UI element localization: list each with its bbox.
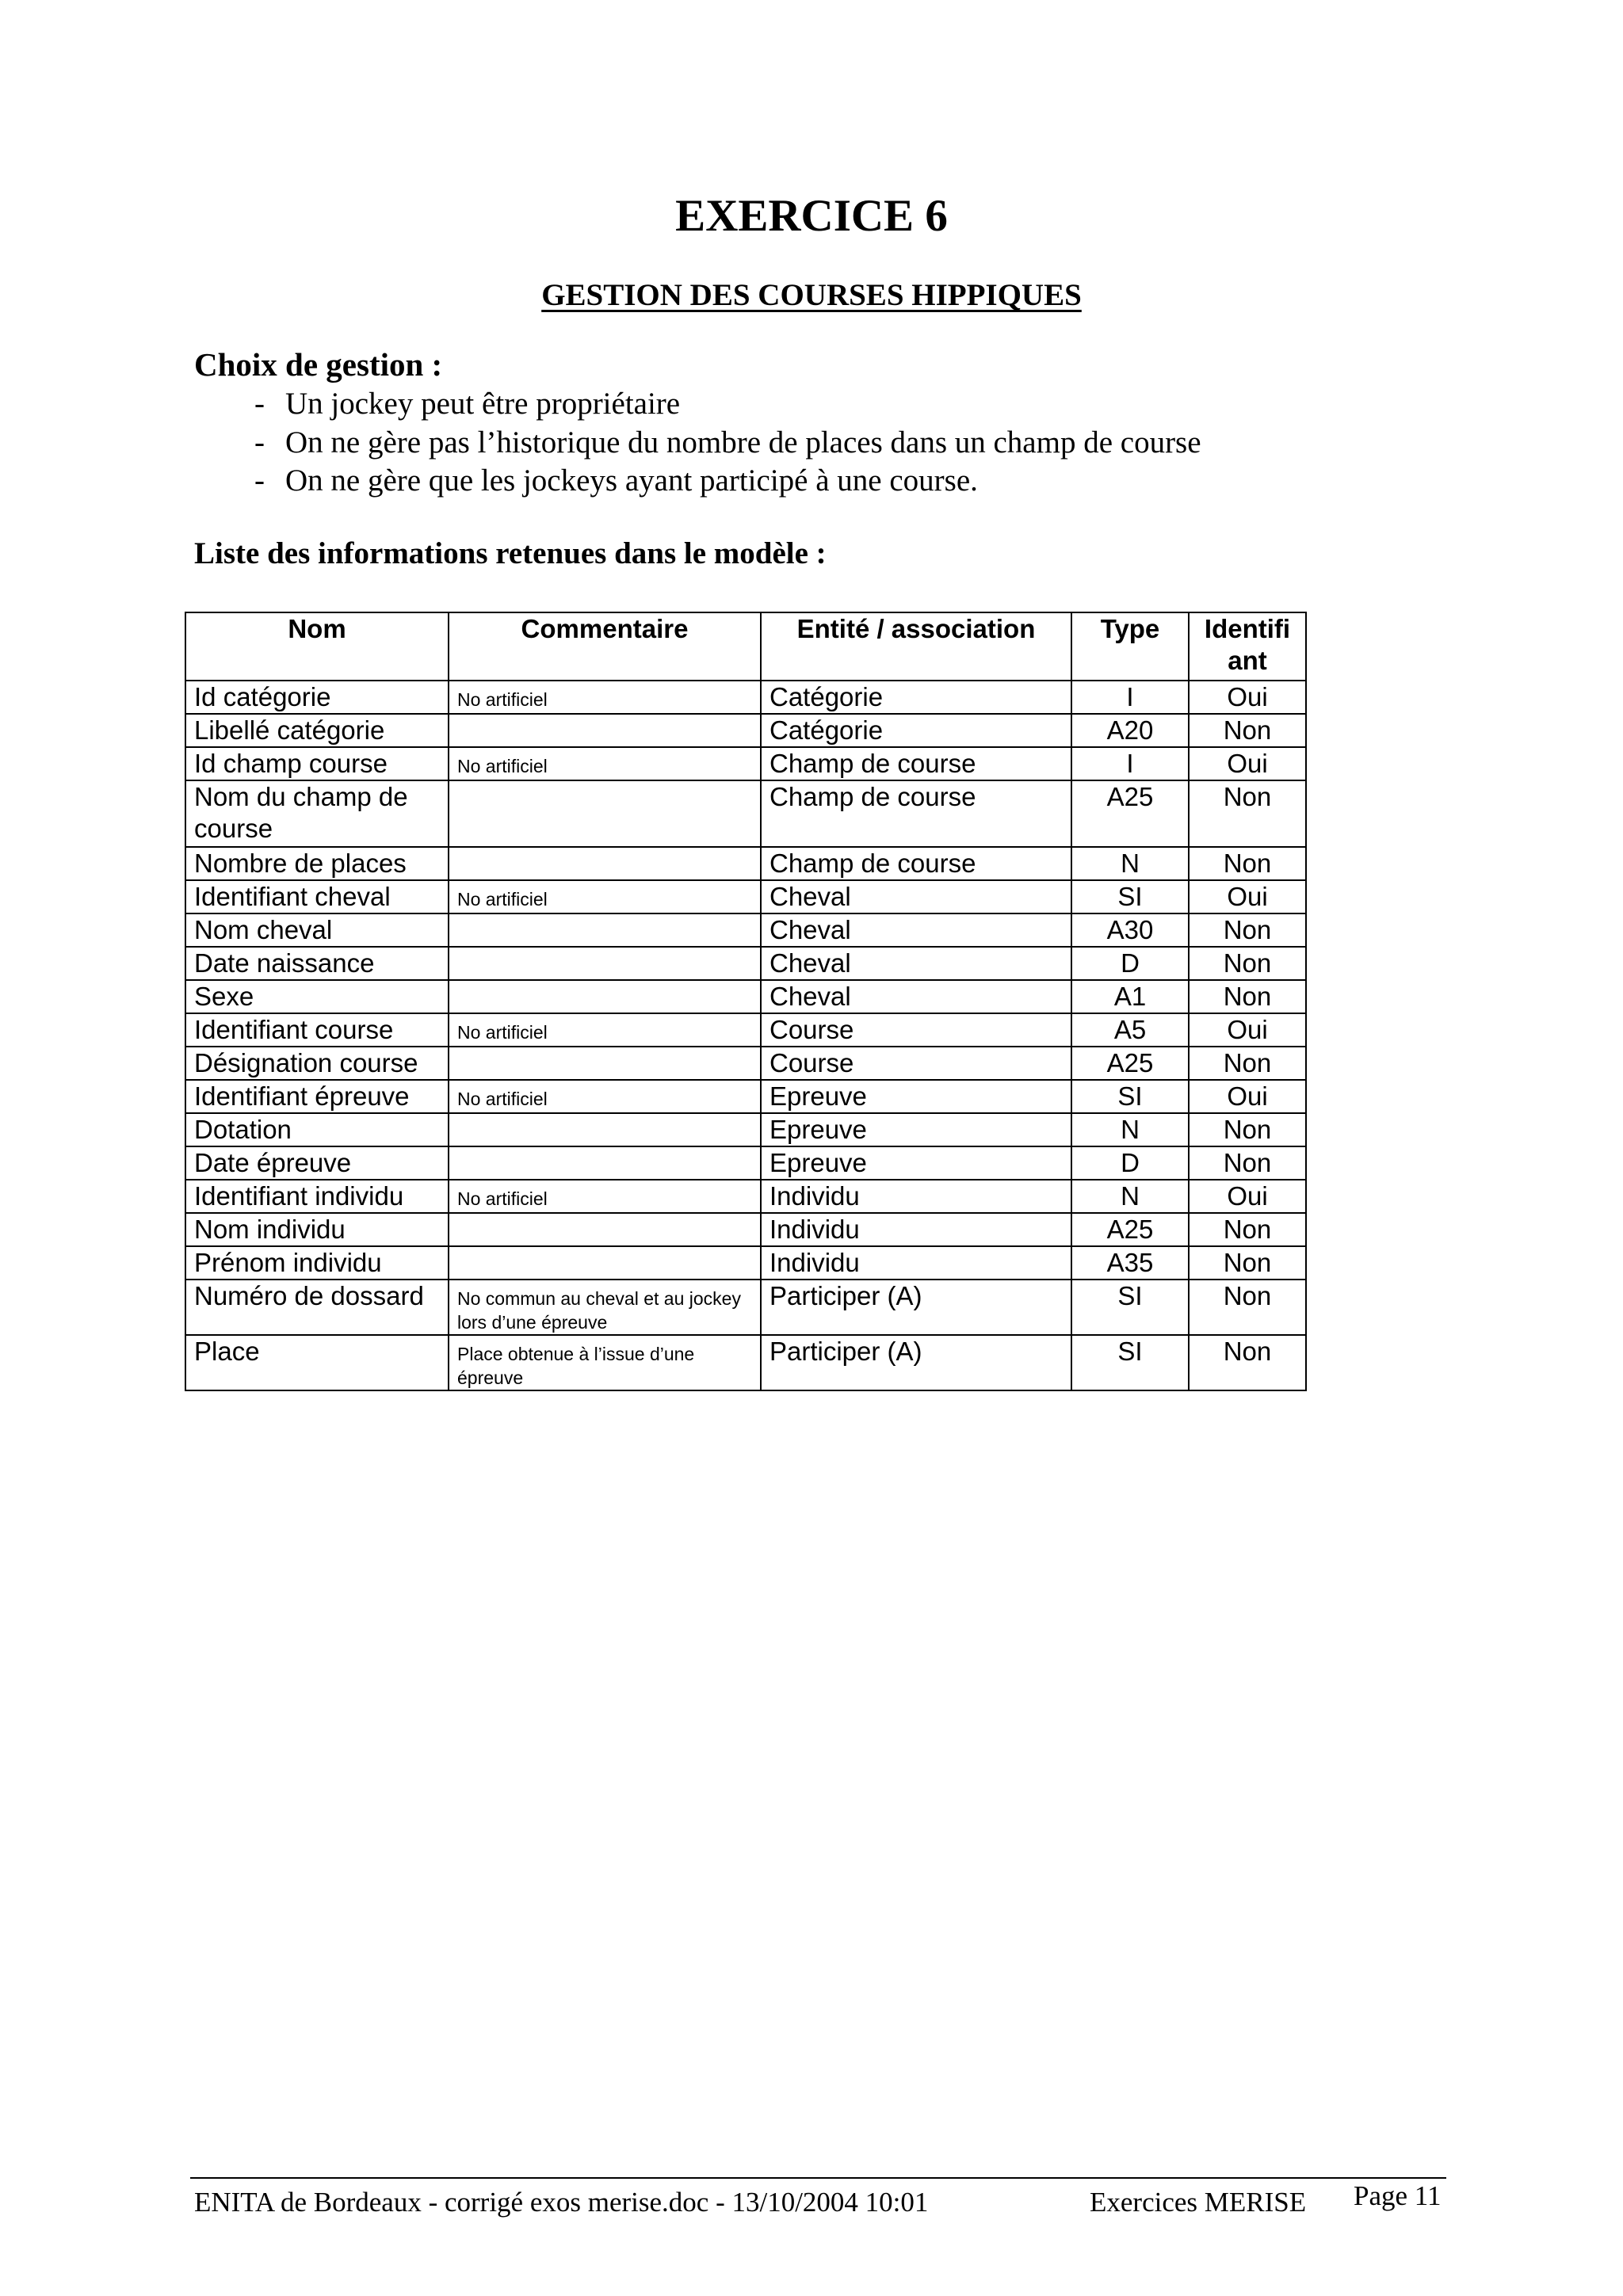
cell-commentaire bbox=[449, 1146, 761, 1180]
cell-identifiant: Oui bbox=[1189, 880, 1306, 913]
choix-item bbox=[194, 462, 1201, 501]
cell-entite: Epreuve bbox=[761, 1080, 1071, 1113]
cell-identifiant: Non bbox=[1189, 714, 1306, 747]
cell-entite: Champ de course bbox=[761, 847, 1071, 880]
cell-entite: Cheval bbox=[761, 947, 1071, 980]
footer-document-info: ENITA de Bordeaux - corrigé exos merise.doc - 13/10/2004 10:01 bbox=[194, 2187, 929, 2218]
cell-type: A5 bbox=[1071, 1013, 1189, 1047]
cell-type: A25 bbox=[1071, 1213, 1189, 1246]
footer-page-number: Page 11 bbox=[1354, 2180, 1442, 2211]
cell-nom: Place bbox=[185, 1335, 449, 1390]
cell-nom: Id catégorie bbox=[185, 681, 449, 714]
cell-entite: Champ de course bbox=[761, 780, 1071, 847]
cell-commentaire bbox=[449, 714, 761, 747]
cell-identifiant: Non bbox=[1189, 1280, 1306, 1335]
cell-identifiant: Non bbox=[1189, 1335, 1306, 1390]
cell-nom: Id champ course bbox=[185, 747, 449, 780]
cell-type: D bbox=[1071, 947, 1189, 980]
cell-type: SI bbox=[1071, 1080, 1189, 1113]
cell-nom: Nom individu bbox=[185, 1213, 449, 1246]
cell-type: N bbox=[1071, 1180, 1189, 1213]
cell-identifiant: Non bbox=[1189, 913, 1306, 947]
cell-identifiant: Non bbox=[1189, 1113, 1306, 1146]
cell-commentaire: No artificiel bbox=[449, 1013, 761, 1047]
cell-commentaire bbox=[449, 913, 761, 947]
cell-nom: Date épreuve bbox=[185, 1146, 449, 1180]
cell-entite: Individu bbox=[761, 1180, 1071, 1213]
cell-commentaire: Place obtenue à l’issue d’une épreuve bbox=[449, 1335, 761, 1390]
cell-entite: Catégorie bbox=[761, 681, 1071, 714]
table-row bbox=[185, 1113, 1306, 1146]
cell-nom: Prénom individu bbox=[185, 1246, 449, 1280]
table-row bbox=[185, 1047, 1306, 1080]
cell-identifiant: Non bbox=[1189, 980, 1306, 1013]
cell-type: A35 bbox=[1071, 1246, 1189, 1280]
table-header-row bbox=[185, 612, 1306, 681]
cell-type: A25 bbox=[1071, 780, 1189, 847]
cell-nom: Date naissance bbox=[185, 947, 449, 980]
cell-identifiant: Non bbox=[1189, 1213, 1306, 1246]
table-body bbox=[185, 681, 1306, 1390]
cell-commentaire bbox=[449, 1113, 761, 1146]
page-subtitle bbox=[0, 277, 1623, 313]
table-row bbox=[185, 1246, 1306, 1280]
cell-identifiant: Oui bbox=[1189, 1080, 1306, 1113]
table-row bbox=[185, 1080, 1306, 1113]
table-row bbox=[185, 747, 1306, 780]
choix-item bbox=[194, 385, 1201, 424]
cell-entite: Cheval bbox=[761, 880, 1071, 913]
cell-entite: Participer (A) bbox=[761, 1335, 1071, 1390]
table-row bbox=[185, 947, 1306, 980]
footer-section: Exercices MERISE bbox=[1090, 2187, 1307, 2218]
cell-type: I bbox=[1071, 747, 1189, 780]
cell-entite: Epreuve bbox=[761, 1146, 1071, 1180]
cell-commentaire bbox=[449, 980, 761, 1013]
cell-entite: Champ de course bbox=[761, 747, 1071, 780]
information-table bbox=[185, 612, 1307, 1391]
cell-commentaire: No artificiel bbox=[449, 747, 761, 780]
cell-commentaire: No artificiel bbox=[449, 1180, 761, 1213]
cell-commentaire bbox=[449, 947, 761, 980]
header-entite: Entité / association bbox=[761, 612, 1071, 681]
choix-heading: Choix de gestion : bbox=[194, 346, 443, 383]
cell-nom: Sexe bbox=[185, 980, 449, 1013]
cell-type: N bbox=[1071, 847, 1189, 880]
table-row bbox=[185, 1146, 1306, 1180]
cell-entite: Individu bbox=[761, 1246, 1071, 1280]
cell-commentaire bbox=[449, 780, 761, 847]
bullet-dash: - bbox=[254, 425, 265, 460]
cell-identifiant: Oui bbox=[1189, 1013, 1306, 1047]
cell-entite: Catégorie bbox=[761, 714, 1071, 747]
cell-nom: Identifiant course bbox=[185, 1013, 449, 1047]
cell-entite: Cheval bbox=[761, 980, 1071, 1013]
cell-entite: Epreuve bbox=[761, 1113, 1071, 1146]
table-row bbox=[185, 681, 1306, 714]
cell-nom: Identifiant cheval bbox=[185, 880, 449, 913]
cell-identifiant: Non bbox=[1189, 947, 1306, 980]
cell-type: A1 bbox=[1071, 980, 1189, 1013]
cell-nom: Numéro de dossard bbox=[185, 1280, 449, 1335]
bullet-dash: - bbox=[254, 387, 265, 421]
header-identifiant-line1: Identifi bbox=[1204, 614, 1291, 643]
bullet-dash: - bbox=[254, 463, 265, 498]
cell-identifiant: Non bbox=[1189, 1047, 1306, 1080]
cell-type: A30 bbox=[1071, 913, 1189, 947]
table-row bbox=[185, 980, 1306, 1013]
cell-identifiant: Non bbox=[1189, 847, 1306, 880]
choix-item bbox=[194, 424, 1201, 463]
footer-rule bbox=[190, 2177, 1446, 2179]
cell-type: N bbox=[1071, 1113, 1189, 1146]
table-row bbox=[185, 847, 1306, 880]
cell-nom: Désignation course bbox=[185, 1047, 449, 1080]
liste-heading: Liste des informations retenues dans le modèle : bbox=[194, 536, 827, 570]
cell-nom: Nom cheval bbox=[185, 913, 449, 947]
cell-commentaire: No artificiel bbox=[449, 880, 761, 913]
cell-commentaire bbox=[449, 1213, 761, 1246]
choix-item-text: On ne gère pas l’historique du nombre de places dans un champ de course bbox=[285, 425, 1201, 460]
cell-type: SI bbox=[1071, 880, 1189, 913]
choix-item-text: On ne gère que les jockeys ayant participé à une course. bbox=[285, 463, 978, 498]
cell-identifiant: Non bbox=[1189, 1146, 1306, 1180]
table-row bbox=[185, 714, 1306, 747]
cell-type: I bbox=[1071, 681, 1189, 714]
cell-entite: Cheval bbox=[761, 913, 1071, 947]
cell-identifiant: Non bbox=[1189, 1246, 1306, 1280]
table-row bbox=[185, 1180, 1306, 1213]
cell-nom: Identifiant individu bbox=[185, 1180, 449, 1213]
cell-type: D bbox=[1071, 1146, 1189, 1180]
cell-nom: Libellé catégorie bbox=[185, 714, 449, 747]
table-row bbox=[185, 913, 1306, 947]
cell-nom: Dotation bbox=[185, 1113, 449, 1146]
cell-entite: Individu bbox=[761, 1213, 1071, 1246]
subtitle-text: GESTION DES COURSES HIPPIQUES bbox=[541, 278, 1082, 312]
cell-type: SI bbox=[1071, 1335, 1189, 1390]
table-row bbox=[185, 780, 1306, 847]
table-row bbox=[185, 1280, 1306, 1335]
page-title: EXERCICE 6 bbox=[675, 191, 948, 241]
table-row bbox=[185, 1013, 1306, 1047]
cell-commentaire bbox=[449, 1246, 761, 1280]
header-identifiant bbox=[1189, 612, 1306, 681]
table-row bbox=[185, 1213, 1306, 1246]
cell-entite: Participer (A) bbox=[761, 1280, 1071, 1335]
cell-identifiant: Non bbox=[1189, 780, 1306, 847]
cell-entite: Course bbox=[761, 1013, 1071, 1047]
cell-type: A20 bbox=[1071, 714, 1189, 747]
table-row bbox=[185, 880, 1306, 913]
cell-entite: Course bbox=[761, 1047, 1071, 1080]
cell-identifiant: Oui bbox=[1189, 747, 1306, 780]
choix-item-text: Un jockey peut être propriétaire bbox=[285, 387, 681, 421]
cell-type: A25 bbox=[1071, 1047, 1189, 1080]
table-row bbox=[185, 1335, 1306, 1390]
header-identifiant-line2: ant bbox=[1228, 646, 1267, 675]
cell-commentaire bbox=[449, 847, 761, 880]
cell-nom: Identifiant épreuve bbox=[185, 1080, 449, 1113]
cell-identifiant: Oui bbox=[1189, 681, 1306, 714]
cell-nom: Nombre de places bbox=[185, 847, 449, 880]
cell-type: SI bbox=[1071, 1280, 1189, 1335]
header-type: Type bbox=[1071, 612, 1189, 681]
cell-commentaire: No artificiel bbox=[449, 1080, 761, 1113]
choix-list bbox=[194, 385, 1201, 501]
cell-commentaire: No commun au cheval et au jockey lors d’une épreuve bbox=[449, 1280, 761, 1335]
cell-commentaire: No artificiel bbox=[449, 681, 761, 714]
cell-identifiant: Oui bbox=[1189, 1180, 1306, 1213]
header-nom: Nom bbox=[185, 612, 449, 681]
cell-nom: Nom du champ de course bbox=[185, 780, 449, 847]
header-commentaire: Commentaire bbox=[449, 612, 761, 681]
cell-commentaire bbox=[449, 1047, 761, 1080]
